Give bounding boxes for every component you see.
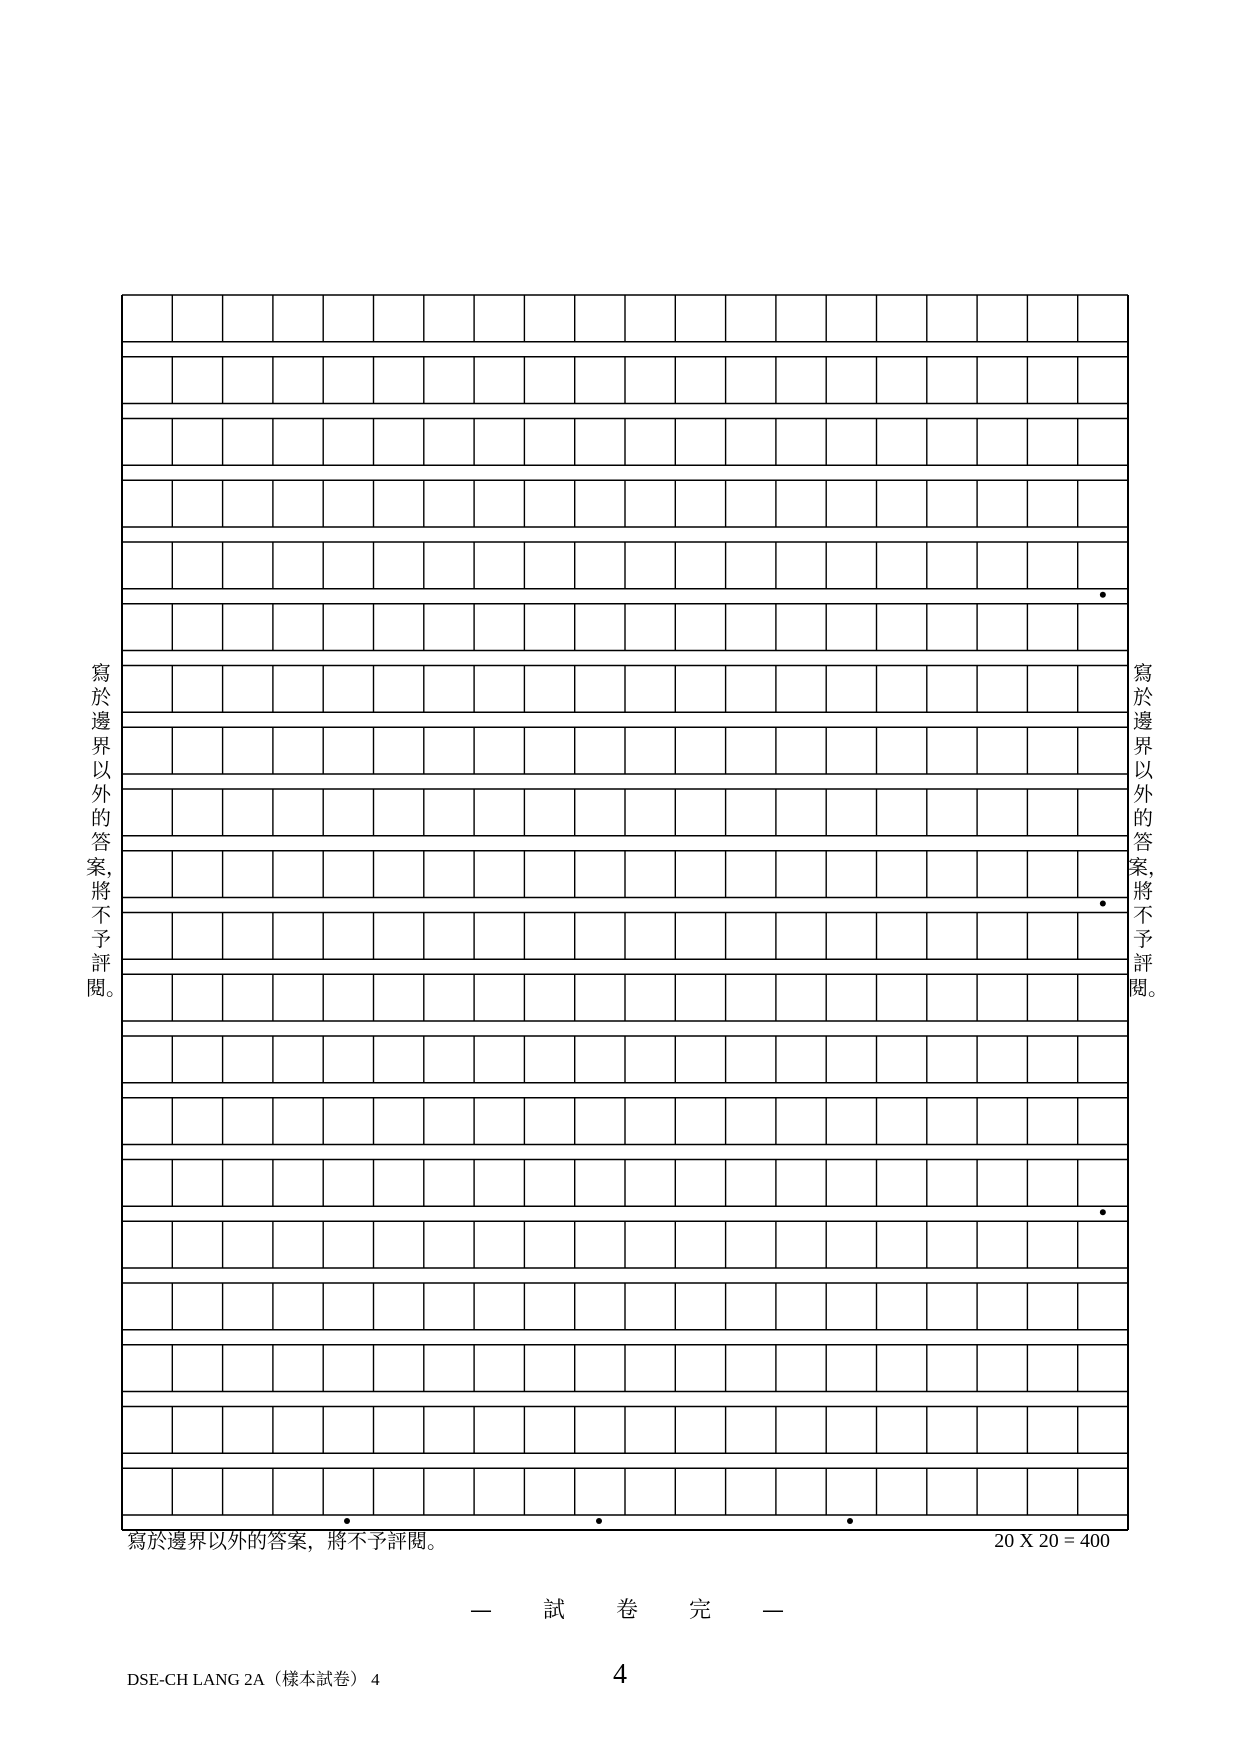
- right-margin-warning: 寫於邊界以外的答案，將不予評閱。: [1128, 661, 1168, 1000]
- left-margin-warning: 寫於邊界以外的答案，將不予評閱。: [86, 661, 126, 1000]
- bottom-boundary-warning: 寫於邊界以外的答案，將不予評閱。: [127, 1529, 447, 1553]
- end-of-paper-label: — 試 卷 完 —: [470, 1598, 806, 1623]
- character-count-label: 20 X 20 = 400: [994, 1530, 1110, 1552]
- hundred-character-marker: [1100, 901, 1106, 907]
- bottom-marker-dot: [344, 1518, 350, 1524]
- bottom-marker-dot: [847, 1518, 853, 1524]
- paper-code: DSE-CH LANG 2A（樣本試卷） 4: [127, 1670, 380, 1689]
- bottom-marker-dot: [596, 1518, 602, 1524]
- hundred-character-marker: [1100, 592, 1106, 598]
- hundred-character-marker: [1100, 1209, 1106, 1215]
- page-number: 4: [613, 1659, 627, 1690]
